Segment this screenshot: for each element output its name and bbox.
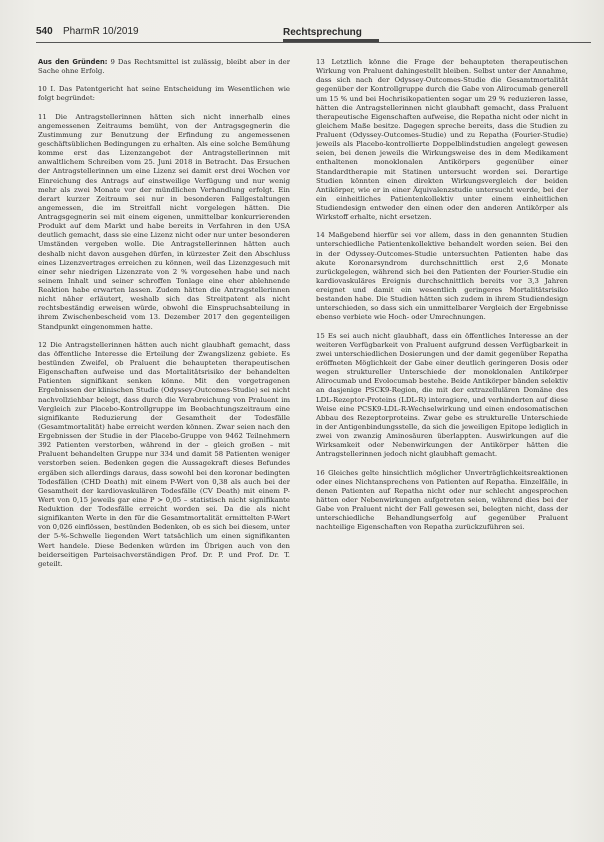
section-title: Rechtsprechung xyxy=(283,27,379,42)
right-column xyxy=(316,58,568,828)
journal-reference: PharmR 10/2019 xyxy=(63,26,139,37)
page-number: 540 xyxy=(36,26,53,37)
paragraph: 16 Gleiches gelte hinsichtlich möglicher Unverträglichkeitsreaktionen oder eines Nichtansprechens von Patienten auf Repatha. Einzelfälle, in denen Patienten auf Repatha nicht oder nur schlecht angesprochen hätten oder Nebenwirkungen aufgetreten seien, während dies bei der Gabe von Praluent nicht der Fall gewesen sei, belegten nicht, dass der unterschiedliche Behandlungserfolg auf gegenüber Praluent nachteilige Eigenschaften von Repatha zurückzuführen sei. xyxy=(316,468,568,532)
left-column xyxy=(38,58,290,828)
paragraph: 11 Die Antragstellerinnen hätten sich nicht innerhalb eines angemessenen Zeitraums bemüht, von der Antragsgegnerin die Zustimmung zur Benutzung der Erfindung zu angemessenen geschäftsüblichen Bedingungen zu erhalten. Als eine solche Bemühung komme erst das Lizenzangebot der Antragstellerinnen mit anwaltlichem Schreiben vom 25. Juni 2018 in Betracht. Das Ersuchen der Antragstellerinnen um eine Lizenz sei damit erst drei Wochen vor Einreichung des Antrags auf einstweilige Verfügung und nur wenig mehr als zwei Monate vor der mündlichen Verhandlung erfolgt. Ein derart kurzer Zeitraum sei nur in besonderen Fallgestaltungen angemessen, die im Streitfall nicht vorgelegen hätten. Die Antragsgegnerin sei mit einem eigenen, unmittelbar konkurrierenden Produkt auf dem Markt und habe bereits in Verfahren in den USA deutlich gemacht, dass sie eine Lizenz nicht oder nur unter besonderen Umständen vergeben wolle. Die Antragstellerinnen hätten auch deshalb nicht davon ausgehen dürfen, in kürzester Zeit den Abschluss eines Lizenzvertrages erreichen zu können, weil das Lizenzgesuch mit einer sehr niedrigen Lizenzrate von 2 % vorgesehen habe und nach seinem Inhalt und seiner schroffen Tonlage eine eher ablehnende Reaktion habe erwarten lassen. Zudem hätten die Antragstellerinnen nicht näher erläutert, weshalb sich das Streitpatent als nicht rechtsbeständig erweisen würde, obwohl die Einspruchsabteilung in ihrem Zwischenbescheid vom 13. Dezember 2017 den gegenteiligen Standpunkt eingenommen hatte. xyxy=(38,112,290,331)
paragraph-lead: Aus den Gründen: xyxy=(38,58,108,66)
paragraph: 10 I. Das Patentgericht hat seine Entscheidung im Wesentlichen wie folgt begründet: xyxy=(38,85,290,103)
header-rule xyxy=(36,42,591,43)
paragraph-text: 9 Das Rechtsmittel ist zulässig, bleibt aber in der Sache ohne Erfolg. xyxy=(38,58,290,76)
paragraph: 14 Maßgebend hierfür sei vor allem, dass in den genannten Studien unterschiedliche Patientenkollektive behandelt worden seien. Bei den in der Odyssey-Outcomes-Studie untersuchten Patienten habe das akute Koronarsyndrom durchschnittlich erst 2,6 Monate zurückgelegen, während sich bei den Patienten der Fourier-Studie ein kardiovaskuläres Ereignis durchschnittlich bereits vor 3,3 Jahren ereignet und damit ein wesentlich geringeres Mortalitätsrisiko bestanden habe. Die Studien hätten sich zudem in ihrem Studiendesign unterschieden, so dass sich ein unmittelbarer Vergleich der Ergebnisse ebenso verbiete wie Hoch- oder Umrechnungen. xyxy=(316,231,568,322)
paragraph xyxy=(38,58,290,76)
paragraph: 12 Die Antragstellerinnen hätten auch nicht glaubhaft gemacht, dass das öffentliche Interesse die Erteilung der Zwangslizenz gebiete. Es bestünden Zweifel, ob Praluent die behaupteten therapeutischen Eigenschaften aufweise und das Mortalitätsrisiko der behandelten Patienten signifikant senken könne. Mit den vorgetragenen Ergebnissen der klinischen Studie (Odyssey-Outcomes-Studie) sei nicht nachvollziehbar belegt, dass durch die Verabreichung von Praluent im Vergleich zur Placebo-Kontrollgruppe im Beobachtungszeitraum eine signifikante Reduzierung der Gesamtheit der Todesfälle (Gesamtmortalität) habe erreicht werden können. Zwar seien nach den Ergebnissen der Studie in der Placebo-Gruppe von 9462 Teilnehmern 392 Patienten verstorben, während in der – gleich großen – mit Praluent behandelten Gruppe nur 334 und damit 58 Patienten weniger verstorben seien. Bedenken gegen die Aussagekraft dieses Befundes ergäben sich allerdings daraus, dass sowohl bei den koronar bedingten Todesfällen (CHD Death) mit einem P-Wert von 0,38 als auch bei der Gesamtheit der kardiovaskulären Todesfälle (CV Death) mit einem P-Wert von 0,15 jeweils gar eine P > 0,05 – statistisch nicht signifikante Reduktion der Todesfälle erreicht worden sei. Da die als nicht signifikanten Werte in den für die Gesamtmortalität ermittelten P-Wert von 0,026 einflössen, bestünden Bedenken, ob es sich bei diesem, unter der 5-%-Schwelle liegenden Wert tatsächlich um einen signifikanten Wert handele. Diese Bedenken würden im Übrigen auch von den beiderseitigen Parteisachverständigen Prof. Dr. P. und Prof. Dr. T. geteilt. xyxy=(38,340,290,568)
paragraph: 13 Letztlich könne die Frage der behaupteten therapeutischen Wirkung von Praluent dahingestellt bleiben. Selbst unter der Annahme, dass sich nach der Odyssey-Outcomes-Studie die Gesamtmortalität gegenüber der Kontrollgruppe durch die Gabe von Alirocumab generell um 15 % und bei Hochrisikopatienten sogar um 29 % reduzieren lasse, hätten die Antragstellerinnen nicht glaubhaft gemacht, dass Praluent therapeutische Eigenschaften aufweise, die Repatha nicht oder nicht in gleichem Maße besitze. Dagegen spreche bereits, dass die Studien zu Praluent (Odyssey-Outcomes-Studie) und zu Repatha (Fourier-Studie) jeweils als Placebo-kontrollierte Doppelblindstudien angelegt gewesen seien, bei denen jeweils die Wirkungsweise des in dem Medikament enthaltenen monoklonalen Antikörpers gegenüber einer Standardtherapie mit Statinen untersucht worden sei. Derartige Studien könnten einen direkten Wirkungsvergleich der beiden Antikörper, wie er in einer Äquivalenzstudie untersucht werde, bei der ein einheitliches Patientenkollektiv unter einem einheitlichen Studiendesign entweder den einen oder den anderen Antikörper als Wirkstoff erhalte, nicht ersetzen. xyxy=(316,58,568,222)
paragraph: 15 Es sei auch nicht glaubhaft, dass ein öffentliches Interesse an der weiteren Verfügbarkeit von Praluent aufgrund dessen Verfügbarkeit in zwei unterschiedlichen Dosierungen und der damit gegenüber Repatha eröffneten Möglichkeit der Gabe einer deutlich geringeren Dosis oder wegen struktureller Unterschiede der monoklonalen Antikörper Alirocumab und Evolocumab bestehe. Beide Antikörper bänden selektiv an dasjenige PSCK9-Region, die mit der extrazellulären Domäne des LDL-Rezeptor-Proteins (LDL-R) interagiere, und verhinderten auf diese Weise eine PCSK9-LDL-R-Wechselwirkung und einen endosomatischen Abbau des Rezeptorproteins. Zwar gebe es strukturelle Unterschiede in der Antigenbindungsstelle, da sich die jeweiligen Epitope lediglich in zwei von zwanzig Aminosäuren überlappten. Auswirkungen auf die Wirksamkeit oder Nebenwirkungen der Antikörper hätten die Antragstellerinnen jedoch nicht glaubhaft gemacht. xyxy=(316,331,568,459)
